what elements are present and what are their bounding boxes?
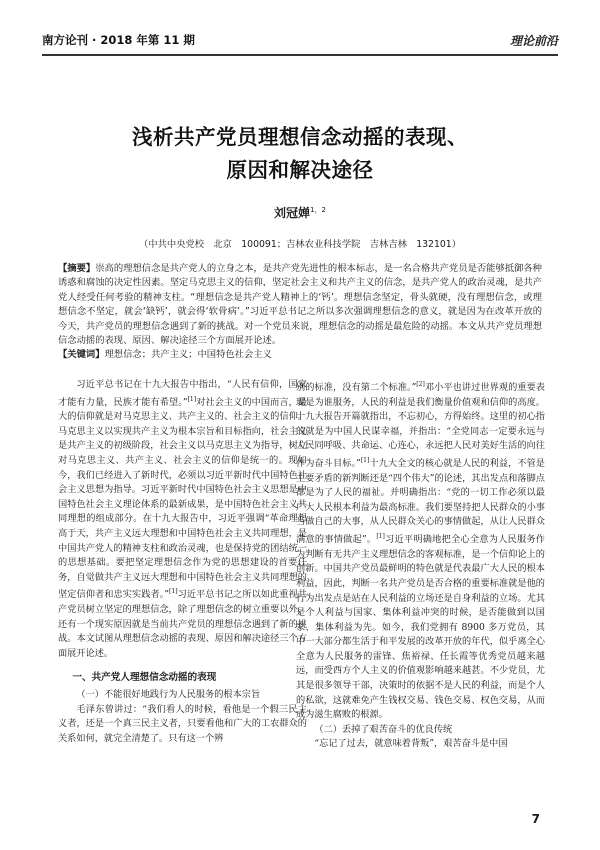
section-heading-1: 一、共产党人理想信念动摇的表现 (72, 672, 217, 684)
abstract-label: 【摘要】 (58, 263, 96, 274)
left-column (58, 378, 307, 746)
keywords-text: 理想信念；共产主义；中国特色社会主义 (104, 349, 272, 360)
author-name: 刘冠婵 (274, 206, 311, 220)
header-rule (42, 54, 558, 56)
continued-paragraph (296, 378, 545, 723)
abstract (58, 262, 542, 348)
body-paragraph-mao: 毛泽东曾讲过：“我们看人的时候，看他是一个假三民主义者，还是一个真三民主义者，只要看他和广大的工农群众的关系如何，就完全清楚了。只有这一个辨 (58, 703, 307, 744)
journal-name: 南方论刊 · 2018 年第 11 期 (42, 33, 195, 47)
intro-text-2: 对社会主义的中国而言，最大的信仰就是对马克思主义、共产主义的、社会主义的信仰。马克思主义以实现共产主义为根本宗旨和目标指向，社会主义是共产主义的初级阶段，社会主义以马克思主义为指导，树立对马克思主义、共产主义、社会主义的信仰是统一的。现如今，我们已经进入了新时代，必须以习近平新时代中国特色社会主义思想为指导。习近平新时代中国特色社会主义思想是中国特色社会主义理论体系的最新成果，是中国特色社会主义共同理想的组成部分。在十九大报告中，习近平强调“革命理想高于天，共产主义远大理想和中国特色社会主义共同理想，是中国共产党人的精神支柱和政治灵魂，也是保持党的团结统一的思想基础。要把坚定理想信念作为党的思想建设的首要任务，自觉做共产主义远大理想和中国特色社会主义共同理想的坚定信仰者和忠实实践者。” (58, 396, 307, 601)
subsection-heading-1: （一）不能很好地践行为人民服务的根本宗旨 (76, 689, 261, 700)
continued-text-2: 邓小平也讲过世界观的重要表现是为谁服务，人民的利益是我们衡量价值观和信仰的高度。十九大报告开篇就指出，不忘初心，方得始终。这里的初心指的就是为中国人民谋幸福，并指出：“全党同志一定要永远与人民同呼吸、共命运、心连心，永远把人民对美好生活的向往作为奋斗目标。” (296, 382, 545, 470)
keywords-label: 【关键词】 (58, 349, 105, 360)
page-header (42, 32, 558, 52)
citation-marker: [1] (169, 588, 178, 596)
citation-marker: [1] (187, 395, 197, 403)
author (0, 204, 600, 221)
continued-text-1: 别的标准，没有第二个标准。” (296, 382, 417, 394)
citation-marker: [1] (376, 533, 385, 541)
author-superscript: 1，2 (310, 206, 326, 214)
subsection-heading-2: （二）丢掉了艰苦奋斗的优良传统 (314, 723, 453, 735)
article-title-line-2: 原因和解决途径 (226, 158, 374, 182)
page-number: 7 (531, 812, 540, 826)
continued-text-3: 十九大全文的核心就是人民的利益，不管是主要矛盾的新判断还是“四个伟大”的论述，其出发点和落脚点都是为了人民的福祉。并明确指出：“党的一切工作必须以最广大人民根本利益为最高标准。我们要坚持把人民群众的小事当做自己的大事，从人民群众关心的事情做起，从让人民群众满意的事情做起”。 (296, 458, 545, 546)
continued-text-4: 习近平明确地把全心全意为人民服务作为判断有无共产主义理想信念的客观标准，是一个信仰论上的创新。中国共产党员最鲜明的特色就是代表最广大人民的根本利益，因此，判断一名共产党员是否合格的重要标准就是他的行为出发点是站在人民利益的立场还是自身利益的立场。尤其是个人利益与国家、集体利益冲突的时候，是否能做到以国家、集体利益为先。如今，我们党拥有 8900 多万党员，其中一大部分都生活于和平发展的改革开放的年代，似乎离全心全意为人民服务的雷锋、焦裕禄、任长霞等优秀党员越来越远，而受西方个人主义的价值观影响越来越甚。不少党员，尤其是很多领导干部，决策时的依据不是人民的利益，而是个人的私欲，这就难免产生钱权交易、钱色交易、权色交易，从而成为滋生腐败的根源。 (296, 534, 545, 721)
citation-marker: [2] (416, 381, 425, 388)
intro-text-1: 习近平总书记在十九大报告中指出，“人民有信仰，国家才能有力量，民族才能有希望。” (58, 379, 307, 408)
right-column (296, 378, 545, 752)
abstract-text: 崇高的理想信念是共产党人的立身之本，是共产党先进性的根本标志，是一名合格共产党员是否能够抵御各种诱惑和腐蚀的决定性因素。坚定马克思主义的信仰，坚定社会主义和共产主义的信念，是共产党人的政治灵魂，是共产党人经受任何考验的精神支柱。“理想信念是共产党人精神上的‘钙’。理想信念坚定，骨头就硬，没有理想信念，或理想信念不坚定，就会‘缺钙’，就会得‘软骨病’。”习近平总书记之所以多次强调理想信念的意义，就是因为在改革开放的今天，共产党员的理想信念遇到了新的挑战。对一个党员来说，理想信念的动摇是最危险的动摇。本文从共产党员理想信念动摇的表现、原因、解决途径三个方面展开论述。 (58, 263, 542, 347)
citation-marker: [1] (360, 457, 370, 465)
intro-text-3: 习近平总书记之所以如此重视共产党员树立坚定的理想信念，除了理想信念的树立重要以外，还有一个现实原因就是当前共产党员的理想信念遇到了新的挑战。本文试图从理想信念动摇的表现、原因和解决途径三个方面展开论述。 (58, 589, 307, 659)
column-name: 理论前沿 (509, 34, 558, 48)
intro-paragraph (58, 378, 307, 661)
article-title-line-1: 浅析共产党员理想信念动摇的表现、 (132, 125, 468, 149)
body-paragraph-struggle: “忘记了过去，就意味着背叛”，艰苦奋斗是中国 (314, 738, 508, 750)
author-affiliation: （中共中央党校 北京 100091；吉林农业科技学院 吉林吉林 132101） (139, 239, 461, 250)
keywords (58, 348, 542, 362)
